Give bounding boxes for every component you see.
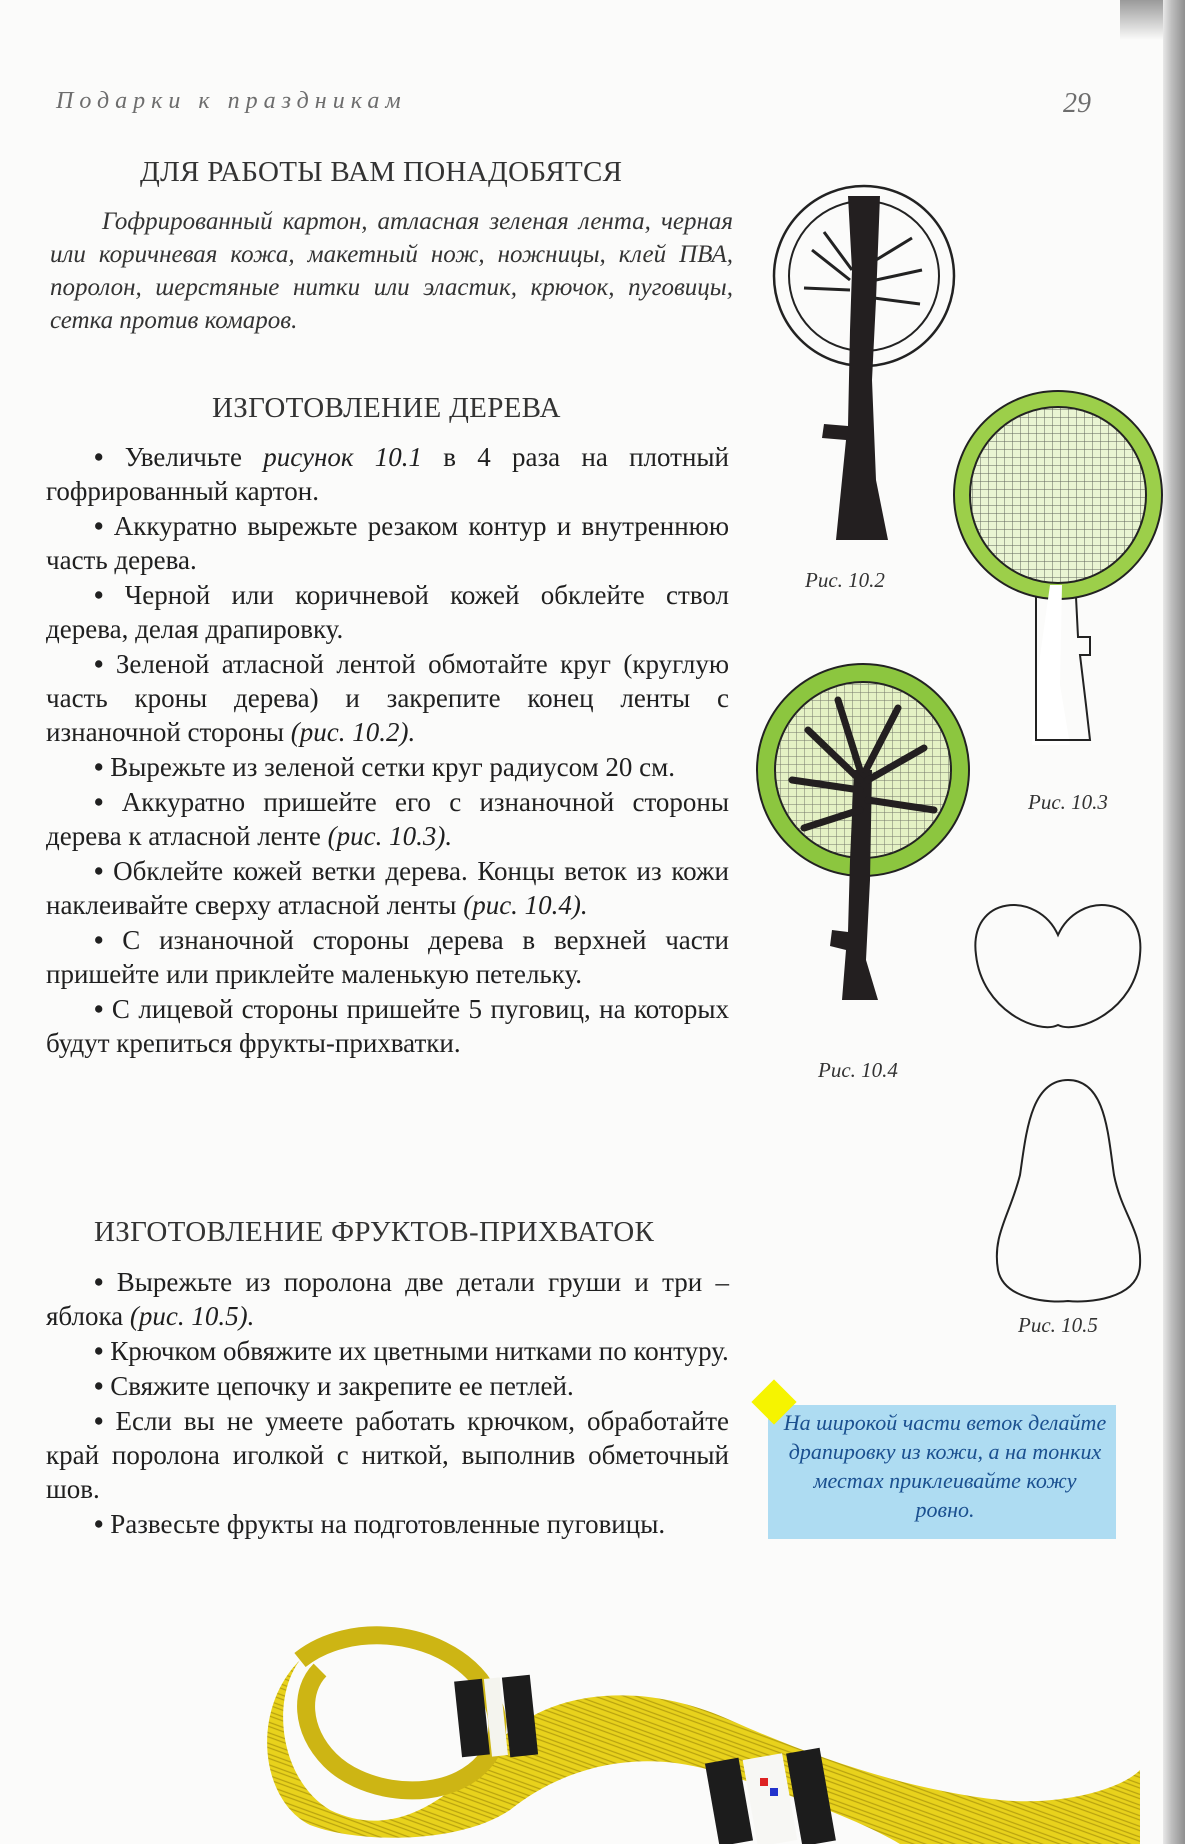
materials-heading: ДЛЯ РАБОТЫ ВАМ ПОНАДОБЯТСЯ: [140, 156, 623, 188]
figure-reference: рисунок 10.1: [263, 442, 423, 472]
step-text: Развесьте фрукты на подготовленные пуговицы.: [110, 1509, 666, 1539]
step-item: [46, 1507, 729, 1541]
tree-heading: ИЗГОТОВЛЕНИЕ ДЕРЕВА: [212, 392, 561, 424]
fruit-heading: ИЗГОТОВЛЕНИЕ ФРУКТОВ-ПРИХВАТОК: [94, 1216, 655, 1248]
figure-10-5-caption: Рис. 10.5: [1018, 1313, 1098, 1337]
figure-10-5-pear-template: [990, 1075, 1150, 1305]
step-text: Вырежьте из зеленой сетки круг радиусом 20 см.: [110, 752, 675, 782]
step-item: [46, 992, 729, 1060]
step-item: [46, 647, 729, 749]
step-item: [46, 1404, 729, 1506]
step-item: [46, 1334, 729, 1368]
step-item: [46, 509, 729, 577]
step-text: Обклейте кожей ветки дерева. Концы веток из кожи наклеивайте сверху атласной ленты: [46, 856, 729, 920]
figure-reference: (рис. 10.2).: [290, 717, 416, 747]
step-text: Черной или коричневой кожей обклейте ствол дерева, делая драпировку.: [46, 580, 730, 644]
figure-10-3-caption: Рис. 10.3: [1028, 790, 1108, 814]
step-text: Если вы не умеете работать крючком, обработайте край поролона иголкой с ниткой, выполнив обметочный шов.: [46, 1406, 729, 1504]
step-text: Аккуратно вырежьте резаком контур и внутреннюю часть дерева.: [46, 511, 730, 575]
page-number: 29: [1063, 88, 1091, 119]
step-item: [46, 1265, 729, 1333]
figure-10-4-caption: Рис. 10.4: [818, 1058, 898, 1082]
figure-reference: (рис. 10.3).: [327, 821, 453, 851]
step-text: в 4 раза на плотный гофрированный картон.: [46, 442, 730, 506]
step-item: [46, 1369, 729, 1403]
tip-text: На широкой части веток делайте драпировку из кожи, а на тонких местах приклеивайте кожу ровно.: [783, 1410, 1107, 1522]
step-text: Крючком обвяжите их цветными нитками по контуру.: [110, 1336, 729, 1366]
step-text: Аккуратно пришейте его с изнаночной стороны дерева к атласной ленте: [46, 787, 729, 851]
page-edge-shadow: [1163, 0, 1185, 1844]
step-text: Свяжите цепочку и закрепите ее петлей.: [110, 1371, 574, 1401]
step-item: [46, 854, 729, 922]
step-text: С лицевой стороны пришейте 5 пуговиц, на которых будут крепиться фрукты-прихватки.: [46, 994, 729, 1058]
step-text: Вырежьте из поролона две детали груши и три – яблока: [46, 1267, 730, 1331]
running-title: Подарки к праздникам: [56, 88, 407, 114]
figure-apple-template: [968, 895, 1148, 1045]
figure-reference: (рис. 10.4).: [463, 890, 588, 920]
fruit-steps-list: [46, 1265, 729, 1542]
step-item: [46, 785, 729, 853]
figure-10-2-caption: Рис. 10.2: [805, 568, 885, 592]
figure-10-4-tree-colored: [748, 660, 988, 1040]
step-text: С изнаночной стороны дерева в верхней части пришейте или приклейте маленькую петельку.: [46, 925, 729, 989]
step-item: [46, 578, 729, 646]
step-item: [46, 923, 729, 991]
tree-steps-list: [46, 440, 729, 1061]
step-text: Зеленой атласной лентой обмотайте круг (круглую часть кроны дерева) и закрепите конец ленты с изнаночной стороны: [46, 649, 730, 747]
materials-text: Гофрированный картон, атласная зеленая лента, черная или коричневая кожа, макетный нож, ножницы, клей ПВА, поролон, шерстяные нитки или эластик, крючок, пуговицы, сетка против комаров.: [50, 208, 733, 334]
step-item: [46, 750, 729, 784]
step-text: Увеличьте: [124, 442, 264, 472]
step-item: [46, 440, 729, 508]
figure-reference: (рис. 10.5).: [129, 1301, 255, 1331]
embroidery-thread-skein-image: [260, 1620, 1140, 1844]
